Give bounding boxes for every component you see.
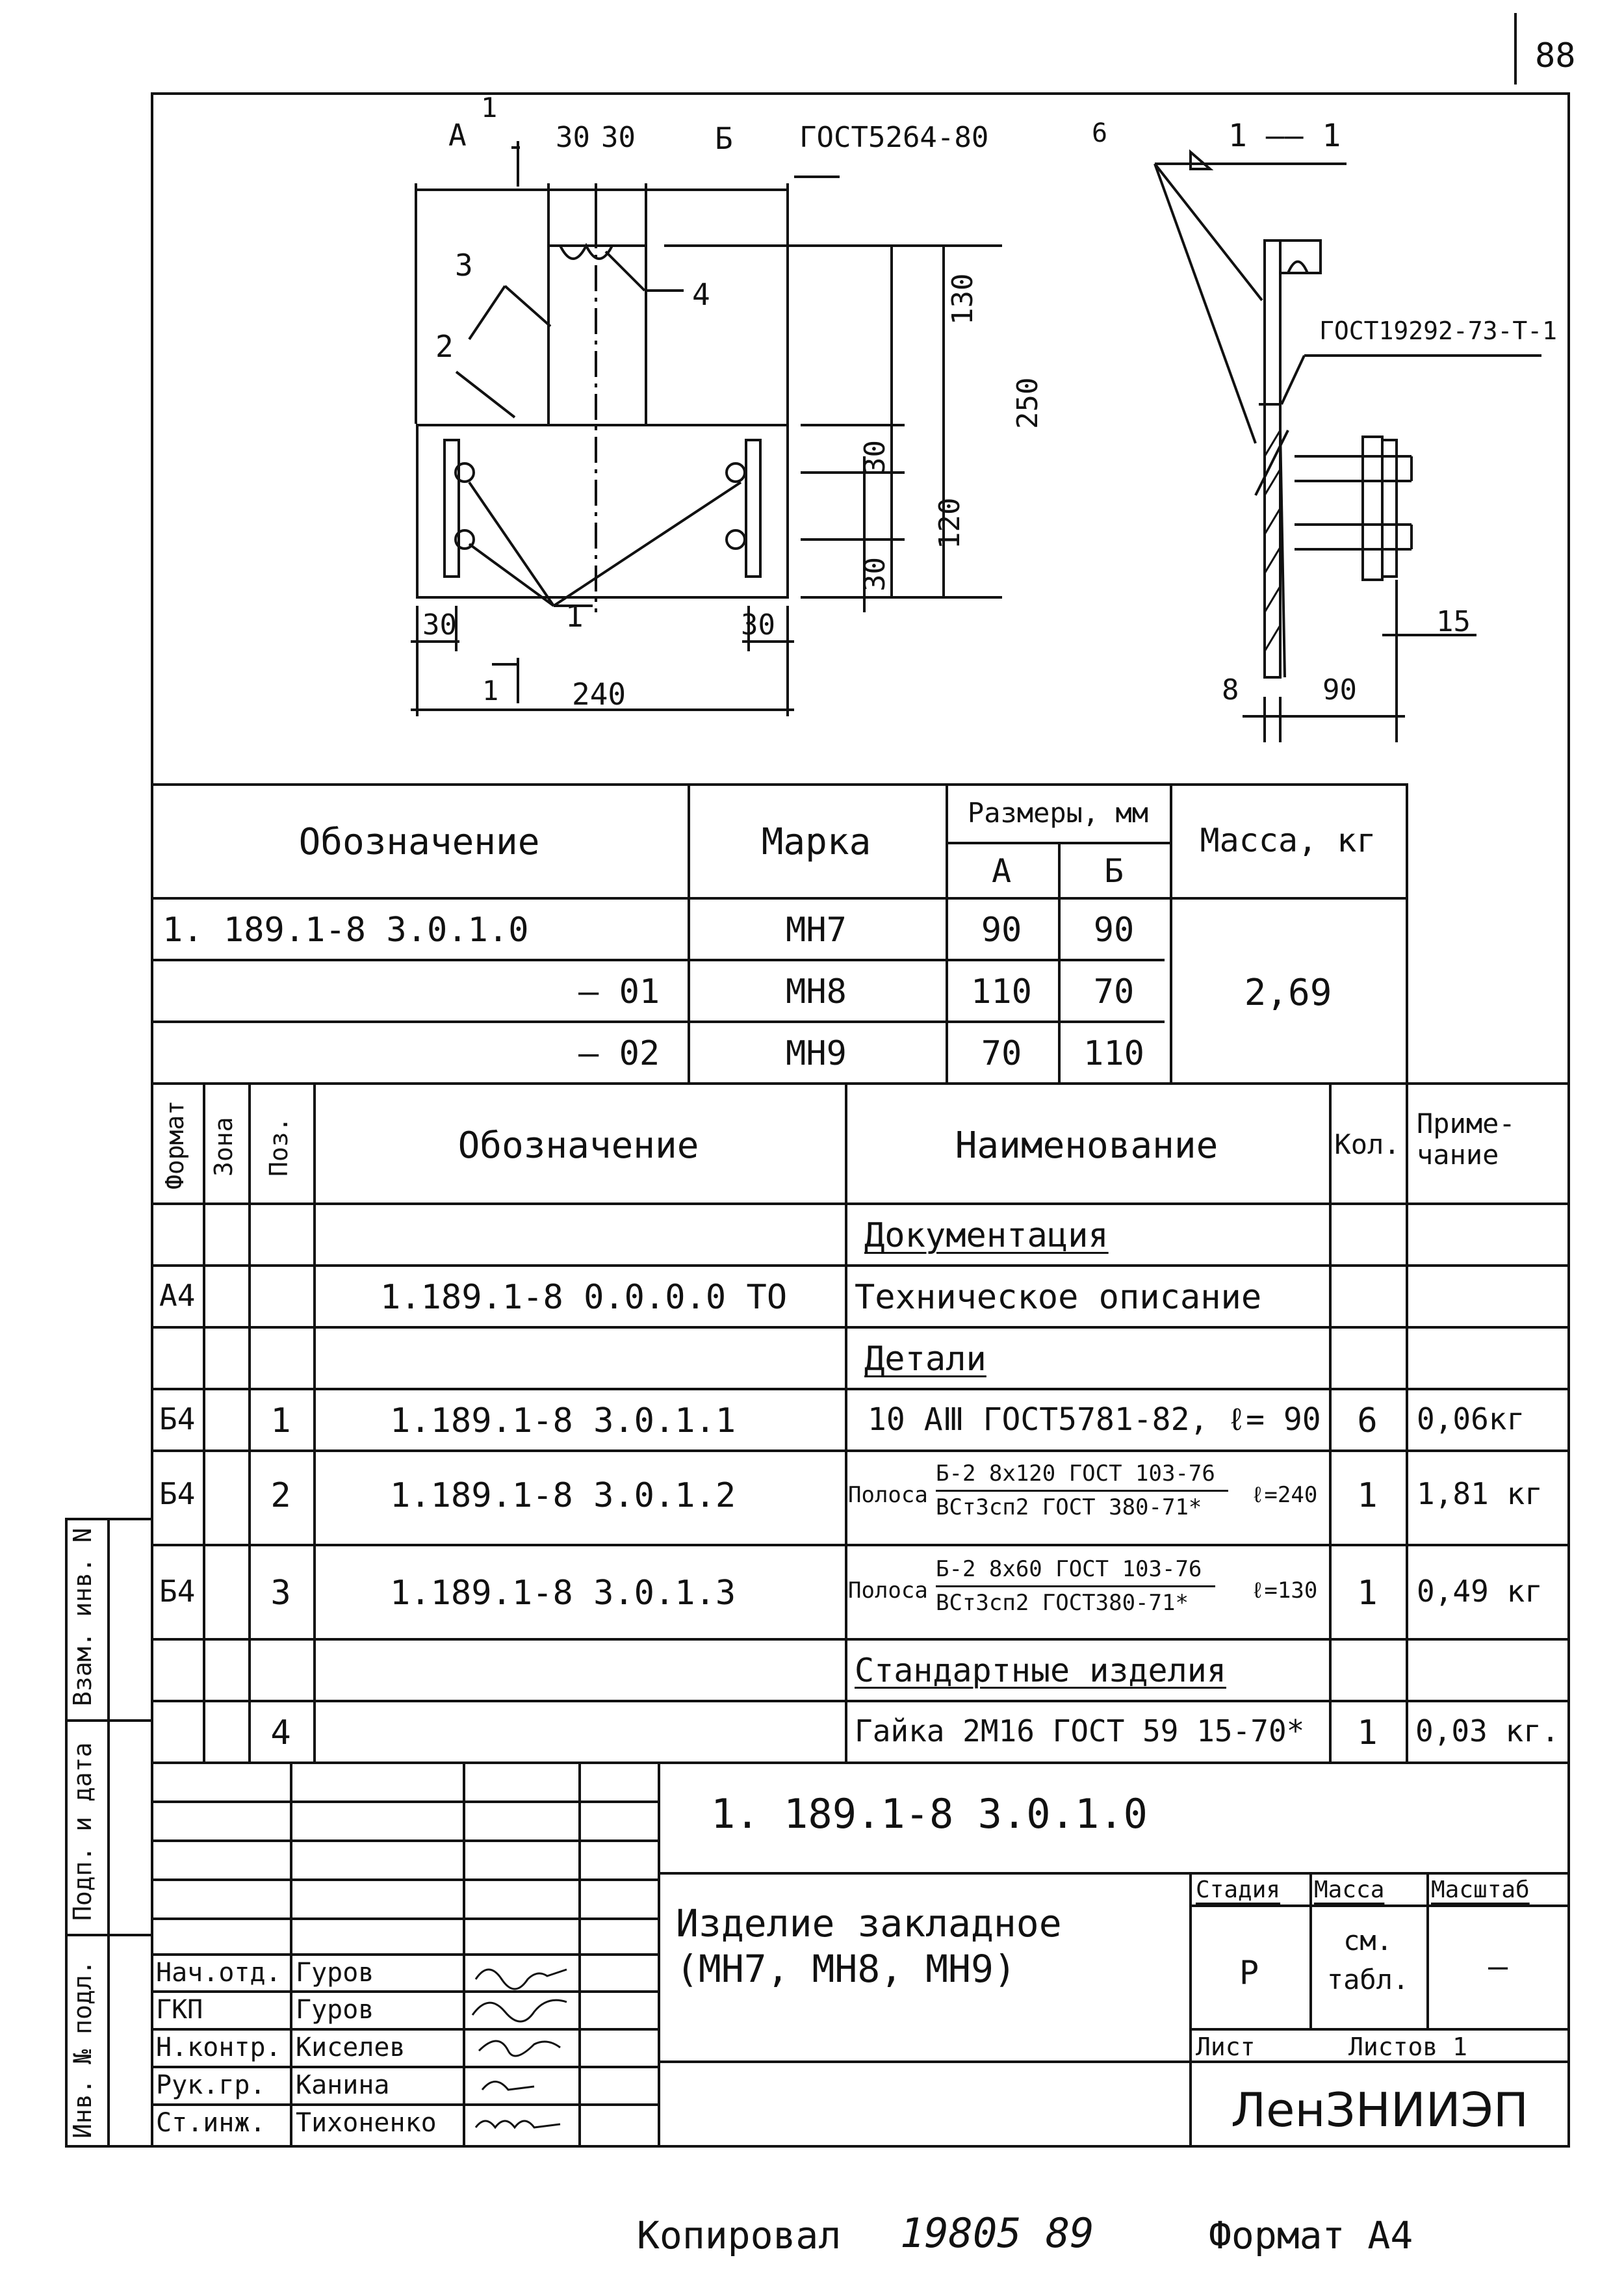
staff-role-3: Н.контр. [156, 2033, 281, 2062]
mass-value-1: см. [1343, 1925, 1393, 1956]
staff-role-5: Ст.инж. [156, 2108, 266, 2138]
tt-header-mark: Марка [761, 821, 871, 863]
tt-row3-a: 70 [981, 1034, 1022, 1073]
scale-value: — [1488, 1947, 1508, 1985]
page-number-divider [1514, 13, 1517, 84]
spec-header-qty: Кол. [1334, 1128, 1400, 1160]
stage-value: Р [1239, 1954, 1259, 1992]
spec-row5-designation: 1.189.1-8 3.0.1.3 [390, 1574, 736, 1613]
gost-side: ГОСТ19292-73-Т-1 [1319, 317, 1558, 345]
spec-row4-note: 1,81 кг [1417, 1476, 1543, 1511]
dim-250: 250 [1011, 377, 1044, 429]
spec-row3-format: Б4 [159, 1401, 196, 1436]
dim-120: 120 [933, 497, 966, 549]
spec-row4-fraction-line [936, 1490, 1228, 1492]
dim-240: 240 [572, 677, 626, 712]
spec-section-standard: Стандартные изделия [855, 1652, 1226, 1689]
spec-header-zone: Зона [209, 1117, 238, 1176]
staff-role-2: ГКП [156, 1995, 203, 2025]
dim-30-right: 30 [858, 440, 892, 474]
spec-row3-name: 10 АⅢ ГОСТ5781-82, ℓ= 90 [868, 1401, 1321, 1438]
spec-row5-name-prefix: Полоса [848, 1578, 928, 1604]
tt-header-size-b: Б [1103, 852, 1124, 890]
spec-row5-name-bottom: ВСт3сп2 ГОСТ380-71* [936, 1590, 1189, 1616]
section-mark-top: 1 [481, 92, 498, 124]
spec-row4-name-suffix: ℓ=240 [1251, 1482, 1318, 1508]
mass-label: Масса [1314, 1877, 1385, 1903]
spec-section-details: Детали [864, 1340, 986, 1379]
spec-row7-qty: 1 [1357, 1713, 1378, 1752]
spec-row1-designation: 1.189.1-8 0.0.0.0 ТО [380, 1278, 788, 1317]
footer-format-label: Формат А4 [1209, 2213, 1413, 2257]
staff-name-3: Киселев [296, 2033, 406, 2062]
doc-number: 1. 189.1-8 3.0.1.0 [711, 1790, 1148, 1838]
dim-8: 8 [1222, 673, 1239, 707]
side-sign-date: Подп. и дата [68, 1742, 97, 1921]
spec-row5-pos: 3 [270, 1574, 291, 1613]
organization: ЛенЗНИИЭП [1231, 2083, 1528, 2137]
dim-30-bottom: 30 [858, 557, 892, 592]
spec-row4-format: Б4 [159, 1476, 196, 1511]
doc-title-line1: Изделие закладное [676, 1901, 1062, 1945]
spec-row5-format: Б4 [159, 1574, 196, 1609]
tt-header-sizes: Размеры, мм [967, 797, 1149, 829]
staff-name-5: Тихоненко [296, 2108, 437, 2138]
spec-row5-qty: 1 [1357, 1574, 1378, 1613]
doc-title-line2: (МН7, МН8, МН9) [676, 1947, 1016, 1991]
spec-row7-note: 0,03 кг. [1415, 1713, 1560, 1748]
spec-row4-name-top: Б-2 8х120 ГОСТ 103-76 [936, 1461, 1215, 1487]
staff-role-1: Нач.отд. [156, 1958, 281, 1988]
scale-label: Масштаб [1431, 1877, 1530, 1903]
staff-name-2: Гуров [296, 1995, 374, 2025]
spec-row4-name-bottom: ВСт3сп2 ГОСТ 380-71* [936, 1494, 1202, 1520]
spec-row5-name-top: Б-2 8х60 ГОСТ 103-76 [936, 1556, 1202, 1582]
tt-row1-mark: МН7 [786, 911, 847, 950]
dim-30b: 30 [601, 121, 636, 154]
signature-3 [479, 2041, 560, 2056]
footer-copied-label: Копировал [637, 2213, 842, 2257]
tt-row3-mark: МН9 [786, 1034, 847, 1073]
mass-value-2: табл. [1326, 1964, 1410, 1996]
dim-30-left-bottom: 30 [422, 608, 457, 642]
tt-row3-designation: — 02 [578, 1034, 660, 1073]
spec-header-note: Приме-чание [1417, 1108, 1515, 1171]
tt-row2-a: 110 [971, 972, 1032, 1011]
tt-row1-b: 90 [1093, 911, 1135, 950]
tt-row2-designation: — 01 [578, 972, 660, 1011]
pos-4-label: 4 [692, 277, 710, 312]
spec-header-designation: Обозначение [458, 1124, 699, 1167]
spec-row5-name-suffix: ℓ=130 [1251, 1578, 1318, 1604]
spec-header-format: Формат [161, 1100, 189, 1190]
side-replace-inv: Взам. инв. N [68, 1528, 97, 1706]
label-A: А [448, 118, 467, 153]
tt-row1-designation: 1. 189.1-8 3.0.1.0 [162, 911, 529, 950]
tt-header-mass: Масса, кг [1200, 822, 1376, 859]
stage-label: Стадия [1196, 1877, 1281, 1903]
staff-role-4: Рук.гр. [156, 2070, 266, 2100]
dim-30a: 30 [556, 121, 590, 154]
dim-90: 90 [1322, 673, 1357, 707]
signature-1 [476, 1970, 567, 1989]
spec-header-name: Наименование [955, 1124, 1218, 1167]
tt-row3-b: 110 [1083, 1034, 1144, 1073]
spec-row4-name-prefix: Полоса [848, 1482, 928, 1508]
section-mark-bottom: 1 [482, 675, 499, 707]
spec-row3-designation: 1.189.1-8 3.0.1.1 [390, 1401, 736, 1440]
spec-row3-pos: 1 [270, 1401, 291, 1440]
spec-row3-note: 0,06кг [1417, 1401, 1525, 1436]
dim-130: 130 [946, 273, 979, 325]
plate-outline [417, 425, 788, 597]
signature-4 [482, 2082, 534, 2090]
signature-2 [472, 2000, 567, 2022]
dim-30-right-bottom: 30 [741, 608, 775, 642]
tt-mass-value: 2,69 [1244, 972, 1332, 1014]
signatures [463, 1953, 578, 2148]
spec-header-pos: Поз. [264, 1117, 293, 1176]
staff-name-4: Канина [296, 2070, 390, 2100]
tt-row1-a: 90 [981, 911, 1022, 950]
tt-row2-mark: МН8 [786, 972, 847, 1011]
spec-row7-name: Гайка 2М16 ГОСТ 59 15-70* [855, 1713, 1305, 1748]
spec-row1-format: А4 [159, 1278, 196, 1313]
pos-1-label: 1 [565, 599, 584, 634]
spec-section-documentation: Документация [864, 1216, 1109, 1255]
spec-row3-qty: 6 [1357, 1401, 1378, 1440]
footer-copied-number: 19805 89 [900, 2209, 1094, 2257]
dim-15: 15 [1436, 605, 1471, 638]
page-number: 88 [1535, 36, 1576, 75]
tt-header-designation: Обозначение [298, 821, 540, 863]
weld-gost: ГОСТ5264-80 [799, 121, 989, 154]
spec-row4-designation: 1.189.1-8 3.0.1.2 [390, 1476, 736, 1515]
spec-row4-qty: 1 [1357, 1476, 1378, 1515]
label-B: Б [715, 121, 733, 156]
sheet-label: Лист [1196, 2033, 1256, 2061]
weld-size: 6 [1092, 118, 1108, 148]
spec-row4-pos: 2 [270, 1476, 291, 1515]
spec-row7-pos: 4 [270, 1713, 291, 1752]
staff-name-1: Гуров [296, 1958, 374, 1988]
side-inv-orig: Инв. № подл. [68, 1960, 97, 2138]
pos-3-label: 3 [455, 248, 473, 283]
spec-row1-name: Техническое описание [855, 1278, 1262, 1317]
section-title: 1 —— 1 [1228, 118, 1341, 154]
signature-5 [476, 2121, 560, 2127]
tt-header-size-a: А [991, 852, 1012, 890]
sheets-label: Листов 1 [1348, 2033, 1468, 2061]
spec-row5-fraction-line [936, 1585, 1215, 1587]
tt-row2-b: 70 [1093, 972, 1135, 1011]
spec-row5-note: 0,49 кг [1417, 1574, 1543, 1609]
pos-2-label: 2 [435, 329, 454, 364]
